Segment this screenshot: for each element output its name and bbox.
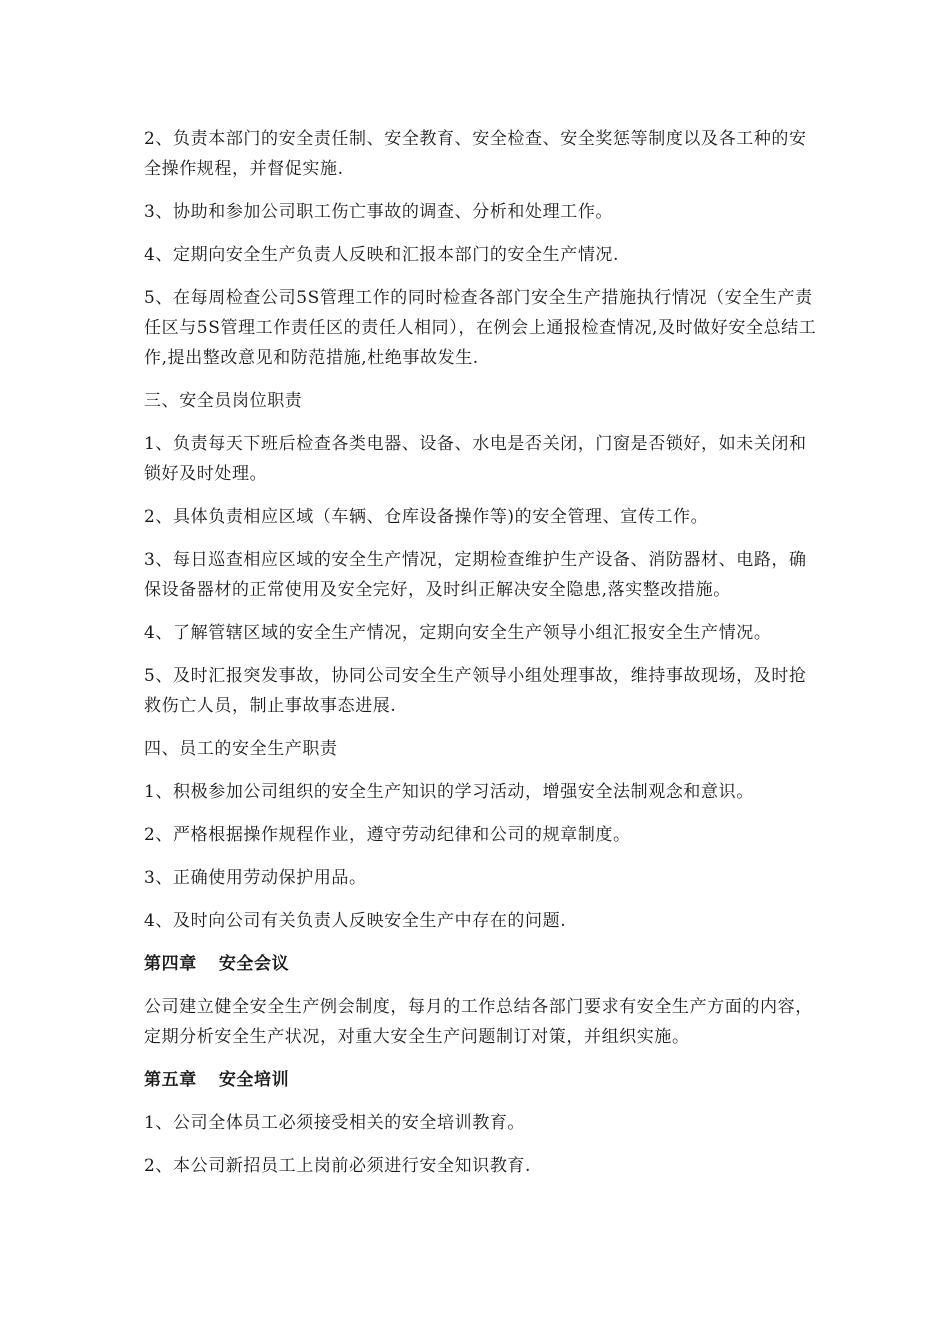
chapter-5-title: 安全培训: [218, 1070, 290, 1090]
chapter-4-label: 第四章: [144, 954, 197, 974]
paragraph-dept-duty-2: 2、负责本部门的安全责任制、安全教育、安全检查、安全奖惩等制度以及各工种的安全操作规程，并督促实施.: [144, 129, 807, 179]
paragraph-officer-duty-2: 2、具体负责相应区域（车辆、仓库设备操作等)的安全管理、宣传工作。: [144, 507, 709, 527]
chapter-5-heading: [144, 1065, 824, 1095]
paragraph-employee-duty-2: 2、严格根据操作规程作业，遵守劳动纪律和公司的规章制度。: [144, 825, 631, 845]
chapter-5-item-2: 2、本公司新招员工上岗前必须进行安全知识教育.: [144, 1156, 532, 1176]
chapter-4-body: 公司建立健全安全生产例会制度，每月的工作总结各部门要求有安全生产方面的内容，定期分析安全生产状况，对重大安全生产问题制订对策，并组织实施。: [144, 997, 813, 1047]
paragraph-employee-duty-3: 3、正确使用劳动保护用品。: [144, 868, 367, 888]
paragraph-employee-duty-4: 4、及时向公司有关负责人反映安全生产中存在的问题.: [144, 911, 567, 931]
paragraph-dept-duty-3: 3、协助和参加公司职工伤亡事故的调查、分析和处理工作。: [144, 202, 614, 222]
paragraph-officer-duty-5: 5、及时汇报突发事故，协同公司安全生产领导小组处理事故，维持事故现场，及时抢救伤亡人员，制止事故事态进展.: [144, 666, 807, 716]
paragraph-dept-duty-5: 5、在每周检查公司5S管理工作的同时检查各部门安全生产措施执行情况（安全生产责任区与5S管理工作责任区的责任人相同），在例会上通报检查情况,及时做好安全总结工作,提出整改意见和防范措施,杜绝事故发生.: [144, 288, 817, 368]
section-heading-safety-officer: 三、安全员岗位职责: [144, 391, 303, 411]
paragraph-officer-duty-4: 4、了解管辖区域的安全生产情况，定期向安全生产领导小组汇报安全生产情况。: [144, 623, 772, 643]
section-heading-employee: 四、员工的安全生产职责: [144, 739, 338, 759]
paragraph-dept-duty-4: 4、定期向安全生产负责人反映和汇报本部门的安全生产情况.: [144, 245, 620, 265]
paragraph-officer-duty-3: 3、每日巡查相应区域的安全生产情况，定期检查维护生产设备、消防器材、电路，确保设备器材的正常使用及安全完好，及时纠正解决安全隐患,落实整改措施。: [144, 550, 807, 600]
chapter-5-label: 第五章: [144, 1070, 197, 1090]
chapter-4-heading: [144, 949, 824, 979]
paragraph-employee-duty-1: 1、积极参加公司组织的安全生产知识的学习活动，增强安全法制观念和意识。: [144, 782, 754, 802]
document-page: [144, 124, 824, 1194]
chapter-5-item-1: 1、公司全体员工必须接受相关的安全培训教育。: [144, 1113, 526, 1133]
paragraph-officer-duty-1: 1、负责每天下班后检查各类电器、设备、水电是否关闭，门窗是否锁好，如未关闭和锁好及时处理。: [144, 434, 807, 484]
chapter-4-title: 安全会议: [218, 954, 290, 974]
